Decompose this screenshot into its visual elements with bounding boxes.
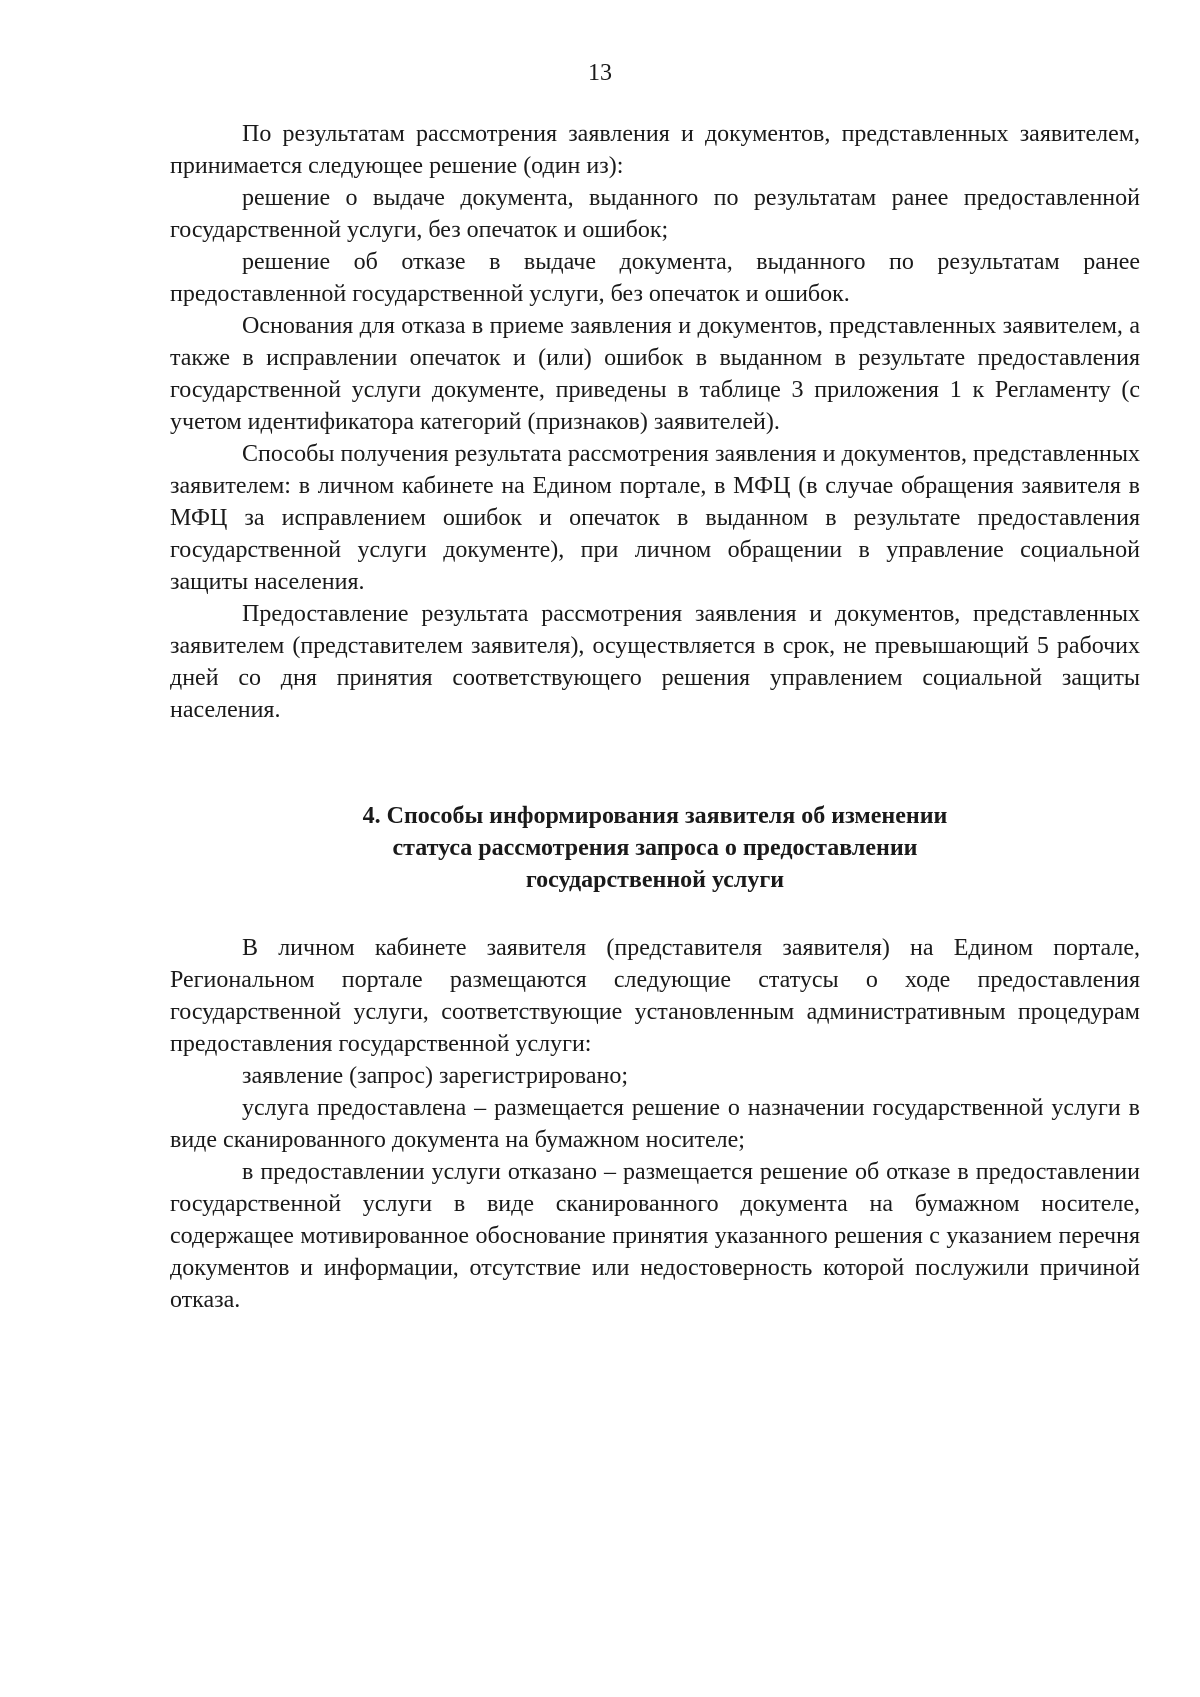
paragraph: решение об отказе в выдаче документа, выданного по результатам ранее предоставленной государственной услуги, без опечаток и ошибок.: [170, 249, 1140, 307]
paragraph: решение о выдаче документа, выданного по результатам ранее предоставленной государственной услуги, без опечаток и ошибок;: [170, 185, 1140, 243]
heading-line: статуса рассмотрения запроса о предоставлении: [392, 835, 918, 861]
page-number: 13: [588, 60, 612, 86]
paragraph: в предоставлении услуги отказано – размещается решение об отказе в предоставлении государственной услуги в виде сканированного документа на бумажном носителе, содержащее мотивированное обоснование принятия указанного решения с указанием перечня документов и информации, отсутствие или недостоверность которой послужили причиной отказа.: [170, 1159, 1140, 1313]
paragraph: Основания для отказа в приеме заявления и документов, представленных заявителем, а также в исправлении опечаток и (или) ошибок в выданном в результате предоставления государственной услуги документе, приведены в таблице 3 приложения 1 к Регламенту (с учетом идентификатора категорий (признаков) заявителей).: [170, 313, 1140, 435]
heading-line: 4. Способы информирования заявителя об изменении: [362, 803, 948, 829]
section-heading: [170, 800, 1140, 896]
paragraph: В личном кабинете заявителя (представителя заявителя) на Едином портале, Региональном портале размещаются следующие статусы о ходе предоставления государственной услуги, соответствующие установленным административным процедурам предоставления государственной услуги:: [170, 935, 1140, 1057]
body-section-top: [170, 118, 1140, 726]
heading-line: государственной услуги: [525, 867, 785, 893]
paragraph: услуга предоставлена – размещается решение о назначении государственной услуги в виде сканированного документа на бумажном носителе;: [170, 1095, 1140, 1153]
paragraph: Предоставление результата рассмотрения заявления и документов, представленных заявителем (представителем заявителя), осуществляется в срок, не превышающий 5 рабочих дней со дня принятия соответствующего решения управлением социальной защиты населения.: [170, 601, 1140, 723]
paragraph: заявление (запрос) зарегистрировано;: [242, 1063, 628, 1089]
paragraph: По результатам рассмотрения заявления и документов, представленных заявителем, принимается следующее решение (один из):: [170, 121, 1140, 179]
body-section-bottom: [170, 932, 1140, 1316]
paragraph: Способы получения результата рассмотрения заявления и документов, представленных заявителем: в личном кабинете на Едином портале, в МФЦ (в случае обращения заявителя в МФЦ за исправлением ошибок и опечаток в выданном в результате предоставления государственной услуги документе), при личном обращении в управление социальной защиты населения.: [170, 441, 1140, 595]
